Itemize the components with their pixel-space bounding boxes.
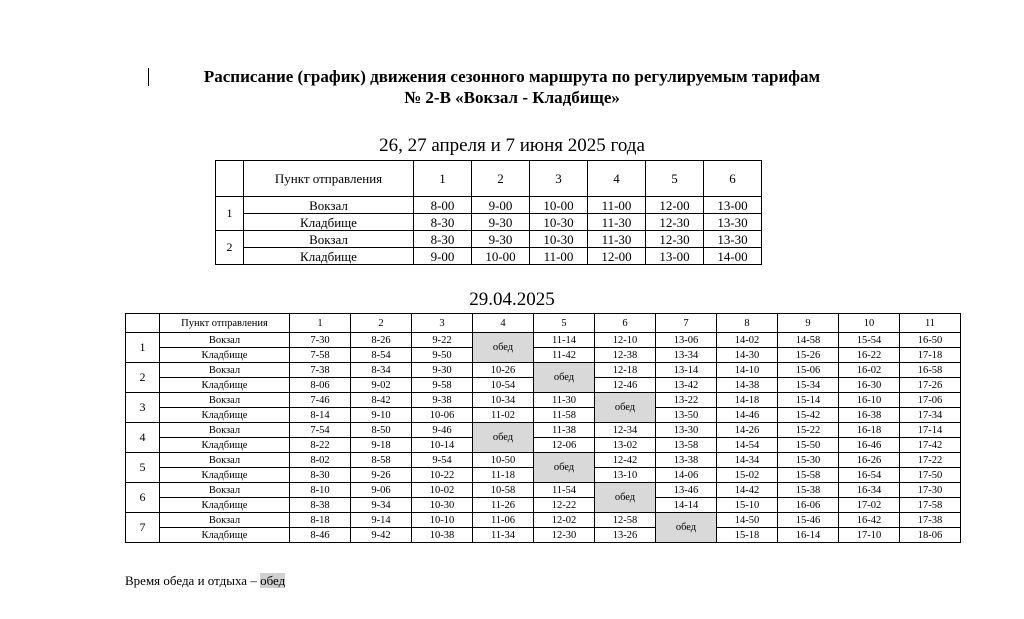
schedule2-time-cell: 9-58 xyxy=(412,378,473,393)
schedule2-time-cell: 11-18 xyxy=(473,468,534,483)
schedule1-header-trip: 6 xyxy=(704,161,762,197)
schedule2-vehicle-number: 2 xyxy=(126,363,160,393)
schedule2-row xyxy=(126,393,961,408)
schedule2-row xyxy=(126,483,961,498)
schedule2-time-cell: 8-42 xyxy=(351,393,412,408)
schedule2-time-cell: 13-58 xyxy=(656,438,717,453)
schedule2-time-cell: 13-22 xyxy=(656,393,717,408)
schedule1-time-cell: 8-30 xyxy=(414,214,472,231)
schedule2-stop-name: Вокзал xyxy=(160,513,290,528)
schedule1-time-cell: 10-00 xyxy=(472,248,530,265)
schedule2-stop-name: Кладбище xyxy=(160,408,290,423)
schedule2-time-cell: 13-42 xyxy=(656,378,717,393)
schedule2-time-cell: 15-46 xyxy=(778,513,839,528)
schedule2-header-trip: 9 xyxy=(778,314,839,333)
schedule2-time-cell: 9-22 xyxy=(412,333,473,348)
schedule2-time-cell: 14-50 xyxy=(717,513,778,528)
schedule2-time-cell: 8-30 xyxy=(290,468,351,483)
schedule2-time-cell: 10-30 xyxy=(412,498,473,513)
schedule2-header-trip: 4 xyxy=(473,314,534,333)
schedule2-vehicle-number: 5 xyxy=(126,453,160,483)
schedule2-time-cell: 9-26 xyxy=(351,468,412,483)
schedule1-row xyxy=(216,197,762,214)
schedule2-time-cell: 10-50 xyxy=(473,453,534,468)
schedule1-time-cell: 9-30 xyxy=(472,214,530,231)
schedule1-time-cell: 13-30 xyxy=(704,214,762,231)
schedule2-time-cell: 8-06 xyxy=(290,378,351,393)
schedule2-time-cell: 15-10 xyxy=(717,498,778,513)
schedule2-time-cell: 11-54 xyxy=(534,483,595,498)
schedule1-time-cell: 11-30 xyxy=(588,231,646,248)
schedule2-header-trip: 7 xyxy=(656,314,717,333)
schedule2-stop-name: Вокзал xyxy=(160,423,290,438)
schedule1-header-corner xyxy=(216,161,244,197)
schedule2-time-cell: 16-30 xyxy=(839,378,900,393)
schedule1-header-trip: 2 xyxy=(472,161,530,197)
schedule2-time-cell: 16-38 xyxy=(839,408,900,423)
schedule2-vehicle-number: 3 xyxy=(126,393,160,423)
schedule2-time-cell: 13-30 xyxy=(656,423,717,438)
schedule2-time-cell: 16-50 xyxy=(900,333,961,348)
schedule1-header-trip: 4 xyxy=(588,161,646,197)
schedule2-time-cell: 9-06 xyxy=(351,483,412,498)
schedule2-time-cell: 17-02 xyxy=(839,498,900,513)
schedule2-header-trip: 6 xyxy=(595,314,656,333)
schedule2-time-cell: 15-18 xyxy=(717,528,778,543)
schedule1-time-cell: 9-30 xyxy=(472,231,530,248)
schedule2-time-cell: 9-30 xyxy=(412,363,473,378)
schedule2-time-cell: 11-38 xyxy=(534,423,595,438)
schedule2-time-cell: 14-46 xyxy=(717,408,778,423)
schedule2-row xyxy=(126,348,961,363)
schedule2-time-cell: 9-54 xyxy=(412,453,473,468)
schedule2-time-cell: 8-38 xyxy=(290,498,351,513)
schedule1-table xyxy=(215,160,762,265)
schedule2-time-cell: 12-30 xyxy=(534,528,595,543)
schedule2-time-cell: 10-26 xyxy=(473,363,534,378)
schedule2-time-cell: 9-14 xyxy=(351,513,412,528)
schedule1-time-cell: 11-30 xyxy=(588,214,646,231)
schedule1-vehicle-number: 1 xyxy=(216,197,244,231)
schedule2-time-cell: 8-18 xyxy=(290,513,351,528)
schedule2-dinner-cell: обед xyxy=(534,363,595,393)
schedule2-time-cell: 15-38 xyxy=(778,483,839,498)
schedule1-time-cell: 11-00 xyxy=(588,197,646,214)
document-title xyxy=(0,66,1024,108)
schedule2-time-cell: 13-34 xyxy=(656,348,717,363)
schedule1-time-cell: 12-00 xyxy=(646,197,704,214)
schedule2-time-cell: 12-34 xyxy=(595,423,656,438)
schedule1-row xyxy=(216,214,762,231)
schedule2-time-cell: 10-10 xyxy=(412,513,473,528)
schedule2-header-row xyxy=(126,314,961,333)
schedule2-time-cell: 10-06 xyxy=(412,408,473,423)
schedule2-time-cell: 9-10 xyxy=(351,408,412,423)
schedule2-vehicle-number: 4 xyxy=(126,423,160,453)
schedule2-header-trip: 1 xyxy=(290,314,351,333)
schedule2-time-cell: 12-02 xyxy=(534,513,595,528)
schedule2-time-cell: 14-38 xyxy=(717,378,778,393)
schedule2-header-trip: 11 xyxy=(900,314,961,333)
schedule2-time-cell: 17-50 xyxy=(900,468,961,483)
schedule2-dinner-cell: обед xyxy=(656,513,717,543)
schedule2-time-cell: 11-06 xyxy=(473,513,534,528)
schedule2-row xyxy=(126,528,961,543)
schedule2-time-cell: 17-18 xyxy=(900,348,961,363)
schedule2-time-cell: 12-22 xyxy=(534,498,595,513)
schedule2-time-cell: 17-34 xyxy=(900,408,961,423)
schedule1-time-cell: 12-30 xyxy=(646,231,704,248)
schedule2-time-cell: 10-34 xyxy=(473,393,534,408)
schedule1-time-cell: 9-00 xyxy=(414,248,472,265)
schedule2-time-cell: 8-46 xyxy=(290,528,351,543)
schedule2-time-cell: 15-14 xyxy=(778,393,839,408)
schedule2-subtitle: 29.04.2025 xyxy=(469,289,555,310)
schedule2-time-cell: 17-06 xyxy=(900,393,961,408)
schedule2-row xyxy=(126,363,961,378)
schedule2-time-cell: 13-06 xyxy=(656,333,717,348)
schedule2-time-cell: 14-18 xyxy=(717,393,778,408)
schedule1-stop-name: Кладбище xyxy=(244,214,414,231)
schedule2-row xyxy=(126,333,961,348)
schedule2-time-cell: 15-58 xyxy=(778,468,839,483)
schedule2-time-cell: 13-14 xyxy=(656,363,717,378)
schedule1-stop-name: Вокзал xyxy=(244,197,414,214)
schedule2-time-cell: 7-54 xyxy=(290,423,351,438)
schedule2-time-cell: 7-30 xyxy=(290,333,351,348)
schedule2-time-cell: 11-34 xyxy=(473,528,534,543)
schedule2-stop-name: Вокзал xyxy=(160,333,290,348)
schedule2-time-cell: 17-26 xyxy=(900,378,961,393)
schedule2-time-cell: 15-22 xyxy=(778,423,839,438)
schedule1-header-trip: 5 xyxy=(646,161,704,197)
schedule2-time-cell: 9-02 xyxy=(351,378,412,393)
schedule2-time-cell: 10-02 xyxy=(412,483,473,498)
schedule2-time-cell: 13-02 xyxy=(595,438,656,453)
schedule2-time-cell: 14-30 xyxy=(717,348,778,363)
schedule2-time-cell: 9-50 xyxy=(412,348,473,363)
schedule2-time-cell: 16-42 xyxy=(839,513,900,528)
schedule2-time-cell: 8-02 xyxy=(290,453,351,468)
schedule2-time-cell: 12-38 xyxy=(595,348,656,363)
schedule2-time-cell: 15-06 xyxy=(778,363,839,378)
schedule2-time-cell: 16-02 xyxy=(839,363,900,378)
schedule2-time-cell: 18-06 xyxy=(900,528,961,543)
schedule1-time-cell: 12-00 xyxy=(588,248,646,265)
schedule1-time-cell: 8-00 xyxy=(414,197,472,214)
schedule2-header-trip: 3 xyxy=(412,314,473,333)
schedule2-row xyxy=(126,498,961,513)
footer-note xyxy=(125,573,285,589)
schedule2-stop-name: Вокзал xyxy=(160,363,290,378)
schedule2-time-cell: 11-42 xyxy=(534,348,595,363)
schedule1-time-cell: 9-00 xyxy=(472,197,530,214)
schedule2-time-cell: 16-10 xyxy=(839,393,900,408)
schedule2-time-cell: 14-02 xyxy=(717,333,778,348)
schedule2-time-cell: 13-38 xyxy=(656,453,717,468)
schedule2-time-cell: 11-58 xyxy=(534,408,595,423)
schedule2-header-trip: 2 xyxy=(351,314,412,333)
schedule2-time-cell: 13-26 xyxy=(595,528,656,543)
schedule2-time-cell: 14-10 xyxy=(717,363,778,378)
schedule2-vehicle-number: 6 xyxy=(126,483,160,513)
schedule2-stop-name: Вокзал xyxy=(160,393,290,408)
schedule2-stop-name: Кладбище xyxy=(160,528,290,543)
schedule1-header-row xyxy=(216,161,762,197)
schedule2-time-cell: 17-30 xyxy=(900,483,961,498)
schedule2-time-cell: 12-06 xyxy=(534,438,595,453)
schedule2-time-cell: 10-38 xyxy=(412,528,473,543)
schedule2-time-cell: 7-46 xyxy=(290,393,351,408)
schedule2-stop-name: Кладбище xyxy=(160,498,290,513)
schedule2-time-cell: 17-58 xyxy=(900,498,961,513)
schedule2-dinner-cell: обед xyxy=(595,483,656,513)
schedule2-row xyxy=(126,423,961,438)
schedule2-vehicle-number: 7 xyxy=(126,513,160,543)
schedule2-time-cell: 10-14 xyxy=(412,438,473,453)
schedule2-row xyxy=(126,513,961,528)
schedule2-dinner-cell: обед xyxy=(595,393,656,423)
schedule2-time-cell: 17-42 xyxy=(900,438,961,453)
schedule2-time-cell: 10-58 xyxy=(473,483,534,498)
title-line-2: № 2-В «Вокзал - Кладбище» xyxy=(404,88,620,107)
schedule2-time-cell: 14-06 xyxy=(656,468,717,483)
schedule2-header-trip: 5 xyxy=(534,314,595,333)
schedule2-time-cell: 12-58 xyxy=(595,513,656,528)
schedule2-time-cell: 8-58 xyxy=(351,453,412,468)
schedule1-time-cell: 12-30 xyxy=(646,214,704,231)
schedule2-time-cell: 15-42 xyxy=(778,408,839,423)
schedule2-vehicle-number: 1 xyxy=(126,333,160,363)
schedule2-time-cell: 14-26 xyxy=(717,423,778,438)
schedule2-time-cell: 17-22 xyxy=(900,453,961,468)
schedule1-time-cell: 10-30 xyxy=(530,214,588,231)
schedule2-time-cell: 17-38 xyxy=(900,513,961,528)
schedule2-row xyxy=(126,408,961,423)
schedule1-time-cell: 13-00 xyxy=(646,248,704,265)
schedule2-time-cell: 15-34 xyxy=(778,378,839,393)
schedule2-time-cell: 15-26 xyxy=(778,348,839,363)
schedule1-time-cell: 10-30 xyxy=(530,231,588,248)
schedule2-time-cell: 14-14 xyxy=(656,498,717,513)
schedule2-time-cell: 9-34 xyxy=(351,498,412,513)
schedule2-time-cell: 11-02 xyxy=(473,408,534,423)
schedule2-time-cell: 9-18 xyxy=(351,438,412,453)
schedule1-stop-name: Вокзал xyxy=(244,231,414,248)
schedule1-header-stop: Пункт отправления xyxy=(244,161,414,197)
footer-text: Время обеда и отдыха – xyxy=(125,573,261,588)
schedule2-time-cell: 9-42 xyxy=(351,528,412,543)
schedule2-table xyxy=(125,313,961,543)
title-line-1: Расписание (график) движения сезонного маршрута по регулируемым тарифам xyxy=(203,67,821,86)
schedule2-time-cell: 10-22 xyxy=(412,468,473,483)
schedule2-time-cell: 16-46 xyxy=(839,438,900,453)
schedule2-stop-name: Кладбище xyxy=(160,348,290,363)
schedule1-row xyxy=(216,248,762,265)
schedule2-time-cell: 16-34 xyxy=(839,483,900,498)
schedule2-time-cell: 11-30 xyxy=(534,393,595,408)
schedule1-vehicle-number: 2 xyxy=(216,231,244,265)
schedule2-header-trip: 10 xyxy=(839,314,900,333)
schedule2-time-cell: 16-22 xyxy=(839,348,900,363)
schedule2-time-cell: 12-10 xyxy=(595,333,656,348)
schedule2-dinner-cell: обед xyxy=(473,423,534,453)
schedule2-time-cell: 15-30 xyxy=(778,453,839,468)
schedule2-time-cell: 13-10 xyxy=(595,468,656,483)
footer-highlight: обед xyxy=(260,573,286,588)
schedule2-time-cell: 14-54 xyxy=(717,438,778,453)
schedule2-time-cell: 16-58 xyxy=(900,363,961,378)
schedule2-time-cell: 11-14 xyxy=(534,333,595,348)
schedule2-time-cell: 12-18 xyxy=(595,363,656,378)
schedule2-time-cell: 16-14 xyxy=(778,528,839,543)
schedule2-time-cell: 15-50 xyxy=(778,438,839,453)
schedule1-time-cell: 10-00 xyxy=(530,197,588,214)
schedule1-time-cell: 11-00 xyxy=(530,248,588,265)
schedule2-dinner-cell: обед xyxy=(534,453,595,483)
schedule2-time-cell: 9-46 xyxy=(412,423,473,438)
schedule2-time-cell: 14-34 xyxy=(717,453,778,468)
schedule2-time-cell: 7-58 xyxy=(290,348,351,363)
schedule2-time-cell: 8-34 xyxy=(351,363,412,378)
schedule1-time-cell: 13-00 xyxy=(704,197,762,214)
schedule2-time-cell: 8-10 xyxy=(290,483,351,498)
schedule2-time-cell: 13-46 xyxy=(656,483,717,498)
schedule2-stop-name: Вокзал xyxy=(160,453,290,468)
schedule2-time-cell: 8-14 xyxy=(290,408,351,423)
schedule1-header-trip: 3 xyxy=(530,161,588,197)
schedule1-time-cell: 14-00 xyxy=(704,248,762,265)
schedule2-time-cell: 16-54 xyxy=(839,468,900,483)
schedule2-stop-name: Кладбище xyxy=(160,468,290,483)
schedule2-header-corner xyxy=(126,314,160,333)
schedule2-time-cell: 16-26 xyxy=(839,453,900,468)
schedule2-stop-name: Кладбище xyxy=(160,438,290,453)
schedule1-time-cell: 13-30 xyxy=(704,231,762,248)
schedule1-subtitle: 26, 27 апреля и 7 июня 2025 года xyxy=(379,135,645,156)
schedule1-row xyxy=(216,231,762,248)
schedule2-time-cell: 14-42 xyxy=(717,483,778,498)
schedule2-time-cell: 8-22 xyxy=(290,438,351,453)
schedule2-time-cell: 16-06 xyxy=(778,498,839,513)
schedule2-time-cell: 8-54 xyxy=(351,348,412,363)
schedule2-time-cell: 16-18 xyxy=(839,423,900,438)
schedule1-header-trip: 1 xyxy=(414,161,472,197)
schedule2-time-cell: 12-46 xyxy=(595,378,656,393)
schedule2-time-cell: 9-38 xyxy=(412,393,473,408)
schedule2-time-cell: 7-38 xyxy=(290,363,351,378)
schedule1-time-cell: 8-30 xyxy=(414,231,472,248)
schedule2-dinner-cell: обед xyxy=(473,333,534,363)
schedule2-stop-name: Кладбище xyxy=(160,378,290,393)
schedule1-stop-name: Кладбище xyxy=(244,248,414,265)
schedule2-time-cell: 8-26 xyxy=(351,333,412,348)
schedule2-time-cell: 15-02 xyxy=(717,468,778,483)
schedule2-row xyxy=(126,453,961,468)
schedule2-time-cell: 17-10 xyxy=(839,528,900,543)
schedule2-time-cell: 8-50 xyxy=(351,423,412,438)
schedule2-time-cell: 10-54 xyxy=(473,378,534,393)
schedule2-header-trip: 8 xyxy=(717,314,778,333)
schedule2-header-stop: Пункт отправления xyxy=(160,314,290,333)
schedule2-time-cell: 11-26 xyxy=(473,498,534,513)
schedule2-time-cell: 14-58 xyxy=(778,333,839,348)
schedule2-time-cell: 17-14 xyxy=(900,423,961,438)
schedule2-stop-name: Вокзал xyxy=(160,483,290,498)
schedule2-time-cell: 15-54 xyxy=(839,333,900,348)
schedule2-row xyxy=(126,438,961,453)
schedule2-time-cell: 13-50 xyxy=(656,408,717,423)
schedule2-time-cell: 12-42 xyxy=(595,453,656,468)
